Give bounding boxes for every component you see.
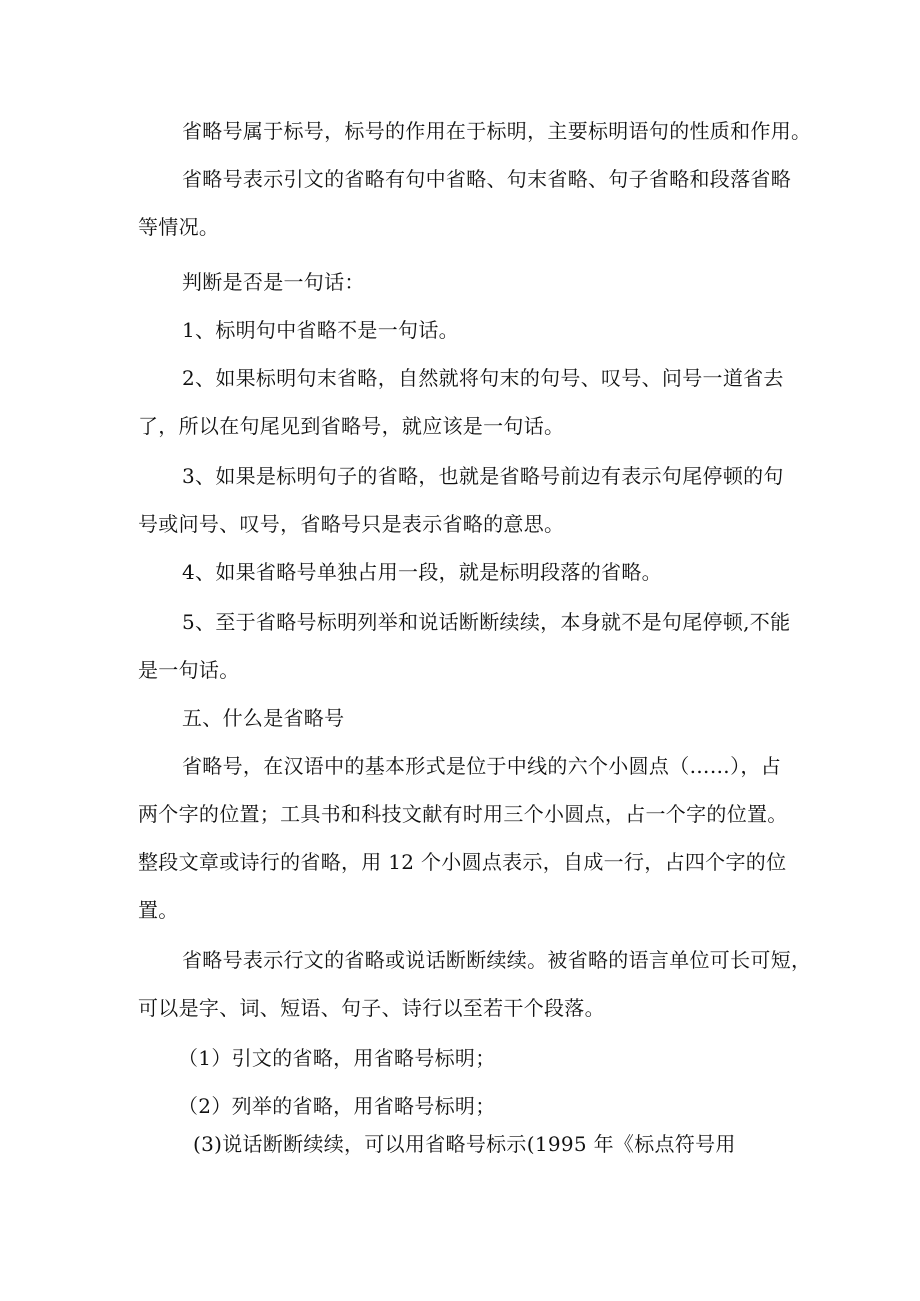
text-line: 省略号属于标号，标号的作用在于标明，主要标明语句的性质和作用。 <box>182 119 812 143</box>
text-line: 2、如果标明句末省略，自然就将句末的句号、叹号、问号一道省去 <box>182 366 784 390</box>
text-line: 整段文章或诗行的省略，用 12 个小圆点表示，自成一行，占四个字的位 <box>138 850 787 874</box>
text-line: 4、如果省略号单独占用一段，就是标明段落的省略。 <box>182 560 662 584</box>
text-line: 5、至于省略号标明列举和说话断断续续，本身就不是句尾停顿,不能 <box>182 610 791 634</box>
text-line: 号或问号、叹号，省略号只是表示省略的意思。 <box>138 512 565 536</box>
text-line: 置。 <box>138 898 179 922</box>
list-item: （2）列举的省略，用省略号标明； <box>178 1094 496 1118</box>
text-line: 两个字的位置；工具书和科技文献有时用三个小圆点，占一个字的位置。 <box>138 802 788 826</box>
text-line: 判断是否是一句话： <box>182 270 365 294</box>
text-line: 可以是字、词、短语、句子、诗行以至若干个段落。 <box>138 996 605 1020</box>
text-line: 3、如果是标明句子的省略，也就是省略号前边有表示句尾停顿的句 <box>182 464 784 488</box>
list-item: （1）引文的省略，用省略号标明； <box>178 1046 496 1070</box>
text-line: 是一句话。 <box>138 658 240 682</box>
text-line: 省略号表示行文的省略或说话断断续续。被省略的语言单位可长可短， <box>182 948 812 972</box>
list-item: (3)说话断断续续，可以用省略号标示(1995 年《标点符号用 <box>193 1132 736 1156</box>
text-line: 等情况。 <box>138 215 220 239</box>
text-line: 省略号，在汉语中的基本形式是位于中线的六个小圆点（……），占 <box>182 754 781 778</box>
text-line: 了，所以在句尾见到省略号，就应该是一句话。 <box>138 414 565 438</box>
text-line: 省略号表示引文的省略有句中省略、句末省略、句子省略和段落省略 <box>182 167 791 191</box>
text-line: 1、标明句中省略不是一句话。 <box>182 318 459 342</box>
section-heading: 五、什么是省略号 <box>182 706 345 730</box>
